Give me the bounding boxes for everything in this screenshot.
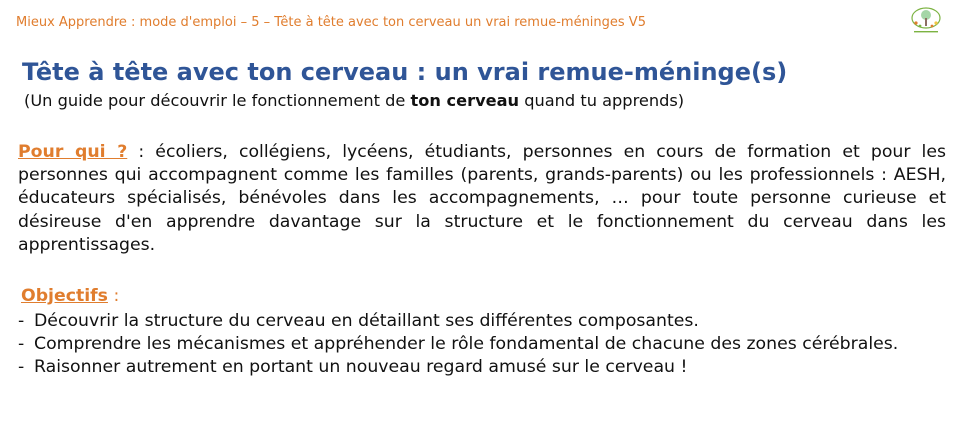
page-title: Tête à tête avec ton cerveau : un vrai remue-méninge(s) — [22, 58, 788, 86]
objectifs-label: Objectifs — [21, 286, 108, 306]
pour-qui-label: Pour qui ? — [18, 142, 128, 162]
list-item-text: Comprendre les mécanismes et appréhender le rôle fondamental de chacune des zones cérébrales. — [34, 334, 899, 354]
pour-qui-text: : écoliers, collégiens, lycéens, étudiants, personnes en cours de formation et pour les personnes qui accompagnent comme les familles (parents, grands-parents) ou les professionnels : AESH, éducateurs spécialisés, bénévoles dans les accompagnements, … pour toute personne curieuse et désireuse d'en apprendre davantage sur la structure et le fonctionnement du cerveau dans les apprentissages. — [18, 142, 946, 255]
list-item-text: Découvrir la structure du cerveau en détaillant ses différentes composantes. — [34, 311, 699, 331]
pour-qui-paragraph — [18, 141, 946, 257]
list-item — [18, 310, 946, 333]
subtitle-end: quand tu apprends) — [519, 91, 685, 110]
subtitle-start: (Un guide pour découvrir le fonctionnement de — [24, 91, 411, 110]
page-subtitle — [24, 91, 684, 110]
objectifs-colon: : — [107, 286, 120, 306]
objectifs-list — [18, 310, 946, 379]
document-header: Mieux Apprendre : mode d'emploi – 5 – Tête à tête avec ton cerveau un vrai remue-méninges V5 — [16, 15, 646, 30]
list-dash: - — [18, 334, 25, 354]
objectifs-heading — [21, 286, 119, 306]
list-dash: - — [18, 357, 25, 377]
tree-people-logo-icon — [908, 6, 944, 36]
subtitle-bold: ton cerveau — [410, 91, 520, 110]
list-dash: - — [18, 311, 25, 331]
list-item — [18, 333, 946, 356]
list-item-text: Raisonner autrement en portant un nouveau regard amusé sur le cerveau ! — [34, 357, 688, 377]
list-item — [18, 356, 946, 379]
